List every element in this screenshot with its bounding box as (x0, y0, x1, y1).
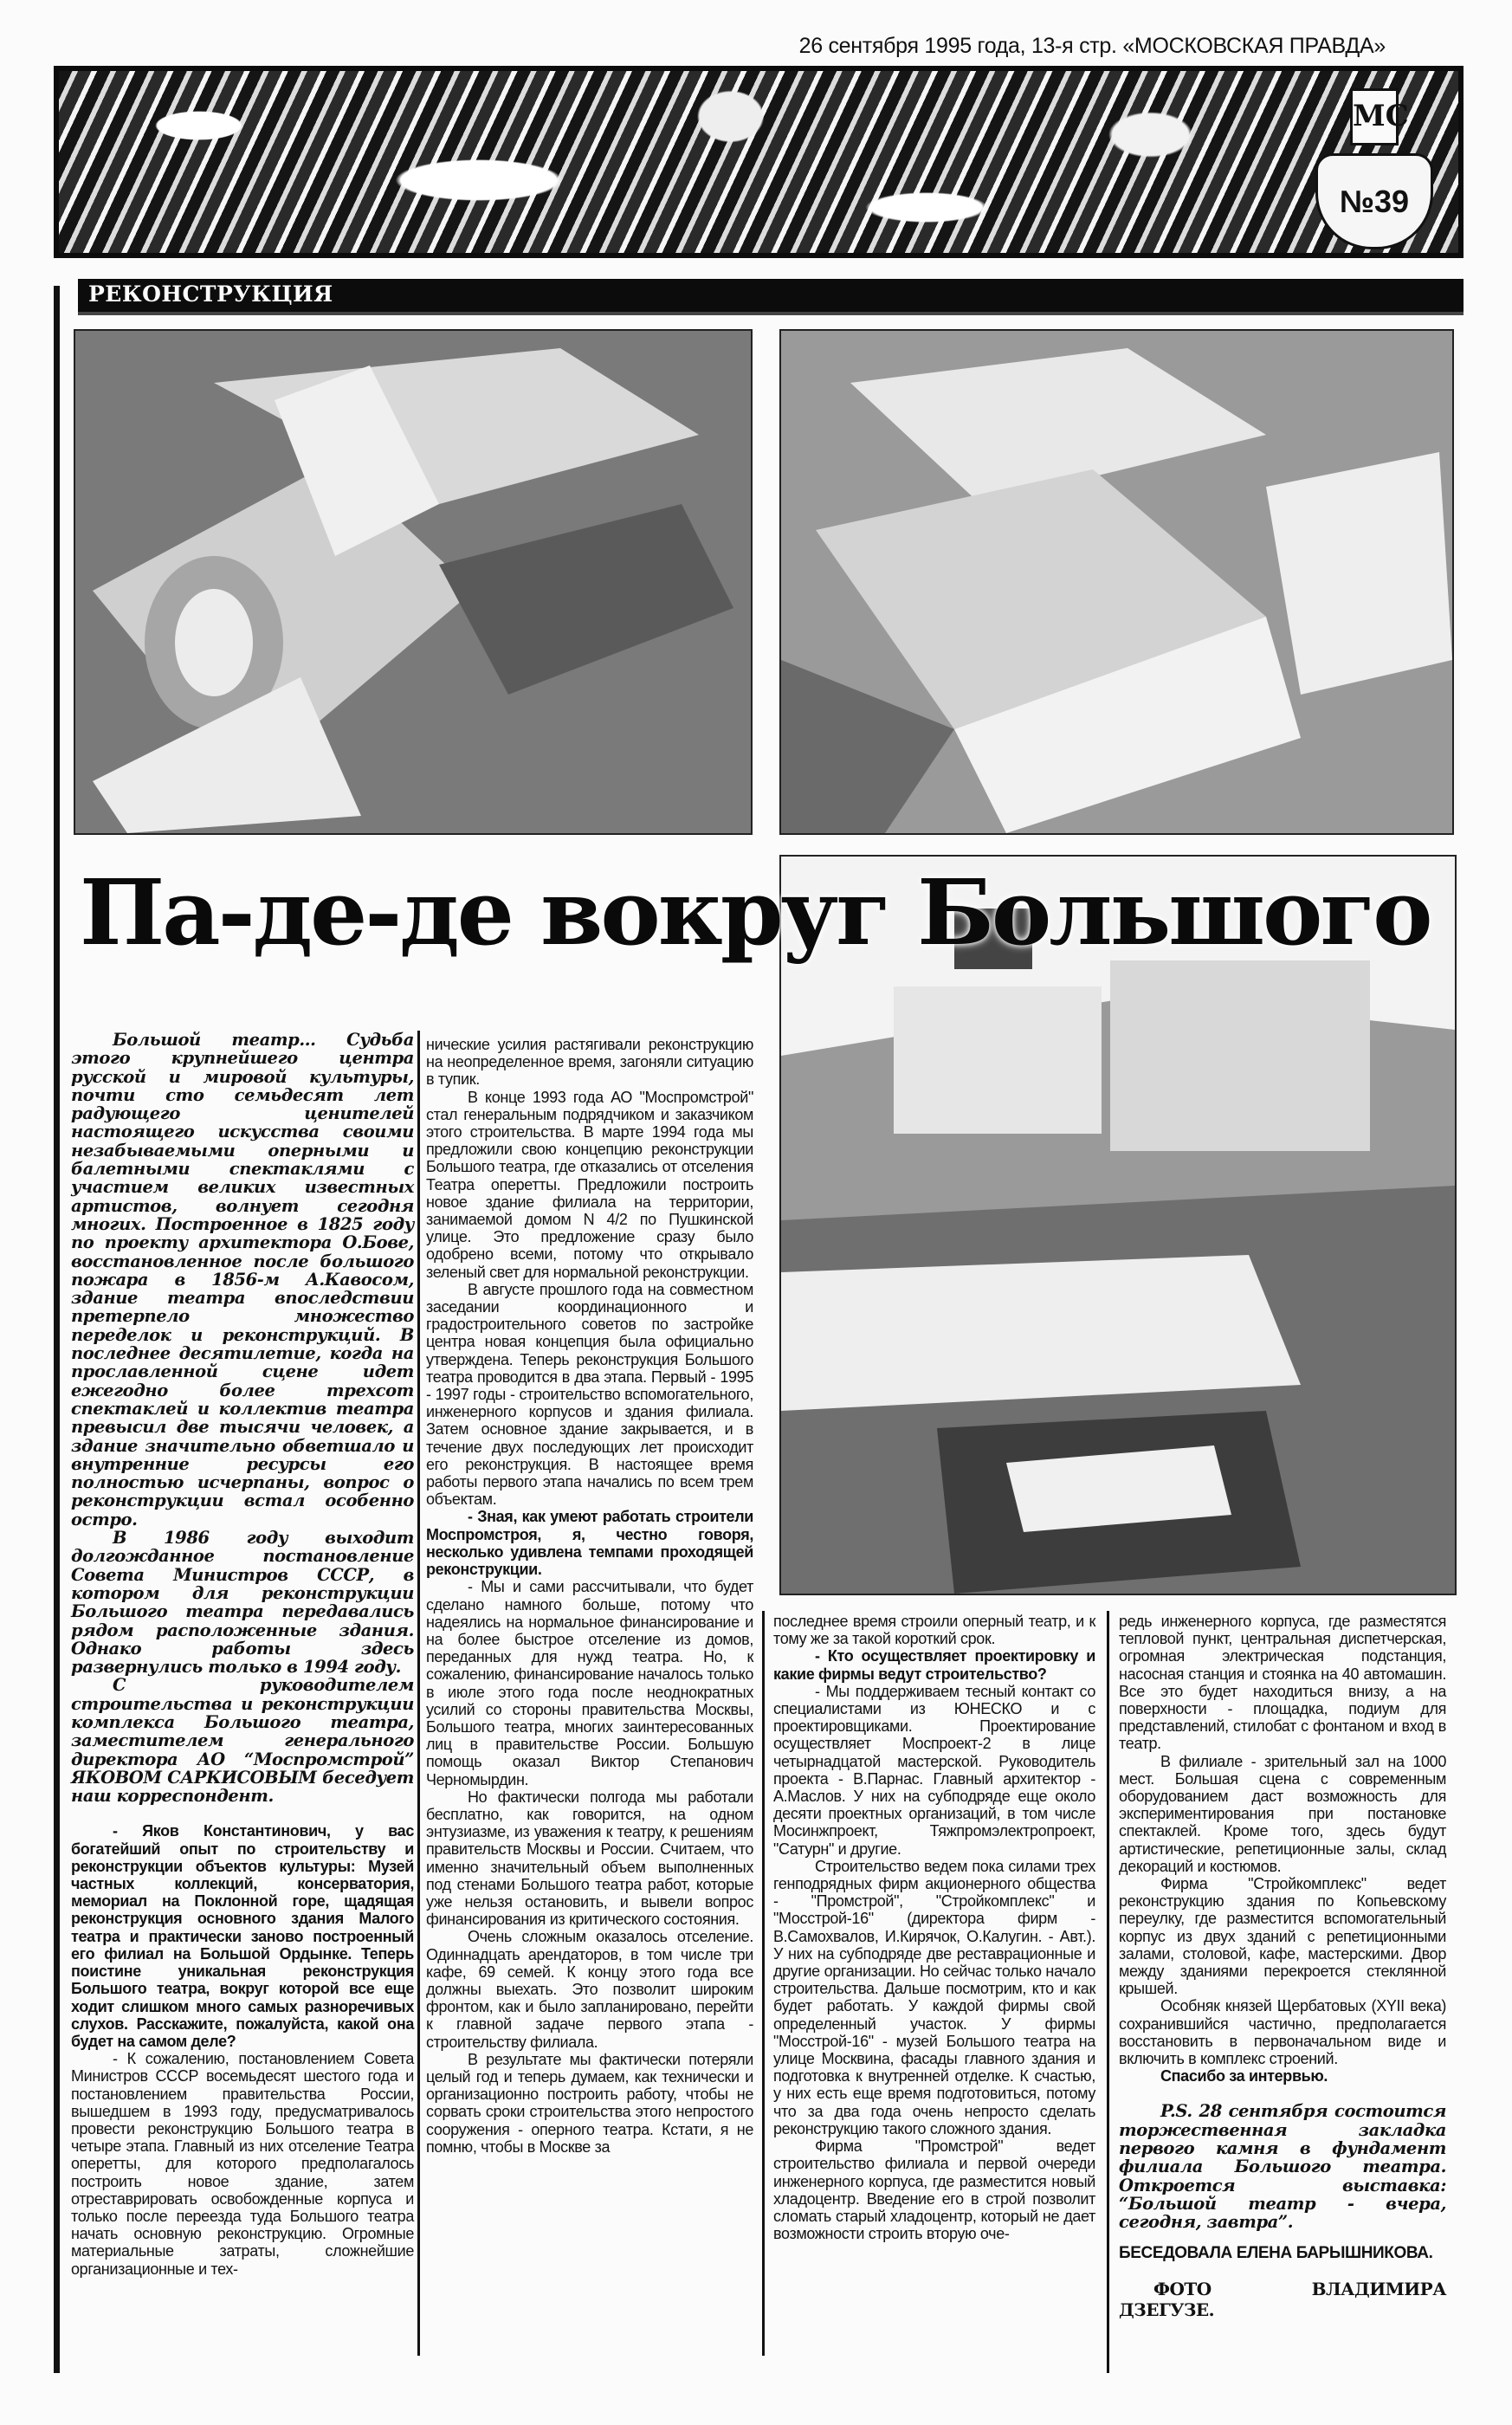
dateline: 26 сентября 1995 года, 13-я стр. «МОСКОВСКАЯ ПРАВДА» (798, 34, 1386, 58)
paragraph: В конце 1993 года АО "Моспромстрой" стал генеральным подрядчиком и заказчиком этого строительства. В марте 1994 года мы предложили свою концепцию реконструкции Большого театра, где отказались от отселения Театра оперетты. Предложили построить новое здание филиала на территории, занимаемой домом N 4/2 по Пушкинской улице. Это предложение сразу было одобрено всеми, потому что открывало зеленый свет для нормальной реконструкции. (426, 1088, 753, 1281)
logo-letters: МС (1350, 88, 1399, 146)
interview-question: - Зная, как умеют работать строители Моспромстроя, я, честно говоря, несколько удивлена темпами проходящей реконструкции. (426, 1508, 753, 1579)
rubric-logo (1302, 88, 1441, 253)
article-column-4 (1119, 1613, 1446, 2320)
paragraph: нические усилия растягивали реконструкцию на неопределенное время, загоняли ситуацию в тупик. (426, 1036, 753, 1089)
section-label: РЕКОНСТРУКЦИЯ (88, 281, 333, 307)
paragraph: Но фактически полгода мы работали бесплатно, как говорится, на одном энтузиазме, из уважения к театру, к решениям правительств Москвы и России. Считаем, что именно значительный объем выполненных под стенами Большого театра работ, которые уже нельзя остановить, и вывели вопрос финансирования из критического состояния. (426, 1788, 753, 1929)
photo-model-perspective (779, 329, 1454, 835)
column-rule (1107, 1611, 1109, 2373)
postscript: P.S. 28 сентября состоится торжественная закладка первого камня в фундамент филиала Большого театра. Откроется выставка: “Большой театр - вчера, сегодня, завтра”. (1119, 2101, 1446, 2233)
interview-question: - Кто осуществляет проектировку и какие фирмы ведут строительство? (773, 1647, 1095, 1683)
paragraph: последнее время строили оперный театр, и к тому же за такой короткий срок. (773, 1613, 1095, 1648)
paragraph: В результате мы фактически потеряли целый год и теперь думаем, как технически и организационно построить работу, чтобы не сорвать сроки строительства этого непростого сооружения - оперного театра. Кстати, я не помню, чтобы в Москве за (426, 2050, 753, 2156)
interviewer-credit: БЕСЕДОВАЛА ЕЛЕНА БАРЫШНИКОВА. (1119, 2243, 1433, 2262)
interview-answer: - К сожалению, постановлением Совета Министров СССР восемьдесят шестого года и постановлением правительства России, вышедшем в 1993 году, предусматривалось провести реконструкцию Большого театра в четыре этапа. Главный из них отселение Театра оперетты, для которого предполагалось построить новое здание, затем отреставрировать освобожденные корпуса и только после переезда туда Большого театра начать основную реконструкцию. Огромные материальные затраты, сложнейшие организационные и тех- (71, 2050, 414, 2278)
lead-paragraph: С руководителем строительства и реконструкции комплекса Большого театра, заместителем генерального директора АО “Моспромстрой” ЯКОВОМ САРКИСОВЫМ беседует наш корреспондент. (71, 1675, 414, 1807)
column-rule (762, 1611, 765, 2356)
lead-paragraph: Большой театр... Судьба этого крупнейшего центра русской и мировой культуры, почти сто семьдесят лет радующего ценителей настоящего искусства своими незабываемыми оперными и балетными спектаклями с участием великих известных артистов, волнует сегодня многих. Построенное в 1825 году по проекту архитектора О.Бове, восстановленное после большого пожара в 1856-м А.Кавосом, здание театра впоследствии претерпело множество переделок и реконструкций. В последнее десятилетие, когда на прославленной сцене идет ежегодно более трехсот спектаклей и коллектив театра превысил две тысячи человек, а здание значительно обветшало и внутренние ресурсы его полностью исчерпаны, вопрос о реконструкции встал особенно остро. (71, 1030, 414, 1529)
article-column-1 (71, 1031, 414, 2278)
paragraph: Строительство ведем пока силами трех генподрядных фирм акционерного общества - "Промстрой", "Стройкомплекс" и "Мосстрой-16" (директора фирм - В.Самохвалов, И.Кирячок, О.Калугин. - Авт.). У них на субподряде две реставрационные и другие организации. Но сейчас только начало строительства. Дальше посмотрим, кто и как будет работать. У каждой фирмы свой определенный участок. У фирмы "Мосстрой-16" - музей Большого театра на улице Москвина, фасады главного здания и подготовка к внутренней отделке. К счастью, у них есть еще время подготовиться, потому что за два года очень непросто сделать реконструкцию такого сложного здания. (773, 1857, 1095, 2137)
photo-credit: ФОТО ВЛАДИМИРА ДЗЕГУЗЕ. (1119, 2278, 1446, 2320)
paragraph: - Мы и сами рассчитывали, что будет сделано намного больше, потому что надеялись на нормальное финансирование и на более быстрое отселение из домов, переданных для нужд театра. Но, к сожалению, финансирование началось только в июле этого года после неоднократных усилий со стороны правительства Москвы, Большого театра, многих заинтересованных лиц в правительстве России. Большую помощь оказал Виктор Степанович Черномырдин. (426, 1578, 753, 1788)
photo-construction-site (779, 855, 1457, 1595)
section-bar (78, 279, 1464, 315)
paragraph: Фирма "Стройкомплекс" ведет реконструкцию здания по Копьевскому переулку, где разместится вспомогательный корпус из двух зданий с репетиционными залами, столовой, кафе, мастерскими. Двор между зданиями перекроется стеклянной крышей. (1119, 1875, 1446, 1998)
article-column-2 (426, 1036, 753, 2156)
paragraph: В августе прошлого года на совместном заседании координационного и градостроительного советов по застройке центра новая концепция была официально утверждена. Теперь реконструкция Большого театра проводится в два этапа. Первый - 1995 - 1997 годы - строительство вспомогательного, инженерного корпусов и здания филиала. Затем основное здание закрывается, и в течение двух последующих лет происходит его реконструкция. В настоящее время работы первого этапа начались по всем трем объектам. (426, 1280, 753, 1509)
headline: Па-де-де вокруг Большого (80, 859, 1431, 966)
paragraph: В филиале - зрительный зал на 1000 мест. Большая сцена с современным оборудованием даст возможность для экспериментирования при постановке спектаклей. Кроме того, здесь будут артистические, репетиционные залы, склад декораций и костюмов. (1119, 1752, 1446, 1875)
paragraph: Фирма "Промстрой" ведет строительство филиала и первой очереди инженерного корпуса, где разместится новый хладоцентр. Введение его в строй позволит сломать старый хладоцентр, который не дает возможности строить вторую оче- (773, 2137, 1095, 2243)
photo-model-top-view (74, 329, 753, 835)
interview-question: - Яков Константинович, у вас богатейший опыт по строительству и реконструкции объектов культуры: Музей частных коллекций, консерватория, мемориал на Поклонной горе, щадящая реконструкция основного здания Малого театра и практически заново построенный его филиал на Большой Ордынке. Теперь поистине уникальная реконструкция Большого театра, вокруг которой все еще ходит слишком много самых разноречивых слухов. Расскажите, пожалуйста, какой она будет на самом деле? (71, 1822, 414, 2050)
issue-number: №39 (1315, 153, 1433, 249)
paragraph: - Мы поддерживаем тесный контакт со специалистами из ЮНЕСКО и с проектировщиками. Проектирование осуществляет Моспроект-2 в лице четырнадцатой мастерской. Руководитель проекта - В.Парнас. Главный архитектор - А.Маслов. У них на субподряде еще около десяти проектных организаций, в том числе Мосинжпроект, Тяжпромэлектропроект, "Сатурн" и другие. (773, 1682, 1095, 1858)
paragraph: Особняк князей Щербатовых (XYII века) сохранившийся частично, предполагается восстановить в первоначальном виде и включить в комплекс строений. (1119, 1997, 1446, 2068)
closing-thanks: Спасибо за интервью. (1160, 2067, 1328, 2086)
masthead-banner (54, 66, 1464, 258)
left-column-rule (54, 286, 60, 2373)
paragraph: Очень сложным оказалось отселение. Одиннадцать арендаторов, в том числе три кафе, 69 семей. К концу этого года все должны выехать. Это позволит широким фронтом, как и было запланировано, перейти к главной задаче первого этапа - строительству филиала. (426, 1928, 753, 2051)
column-rule (417, 1031, 420, 2356)
paragraph: редь инженерного корпуса, где разместятся тепловой пункт, центральная диспетчерская, огромная электрическая подстанция, насосная станция и стоянка на 40 автомашин. Все это будет находиться внизу, а на поверхности - площадка, подиум для представлений, стилобат с фонтаном и вход в театр. (1119, 1613, 1446, 1753)
lead-paragraph: В 1986 году выходит долгожданное постановление Совета Министров СССР, в котором для реконструкции Большого театра передавались рядом расположенные здания. Однако работы здесь развернулись только в 1994 году. (71, 1528, 414, 1678)
article-column-3 (773, 1613, 1095, 2242)
